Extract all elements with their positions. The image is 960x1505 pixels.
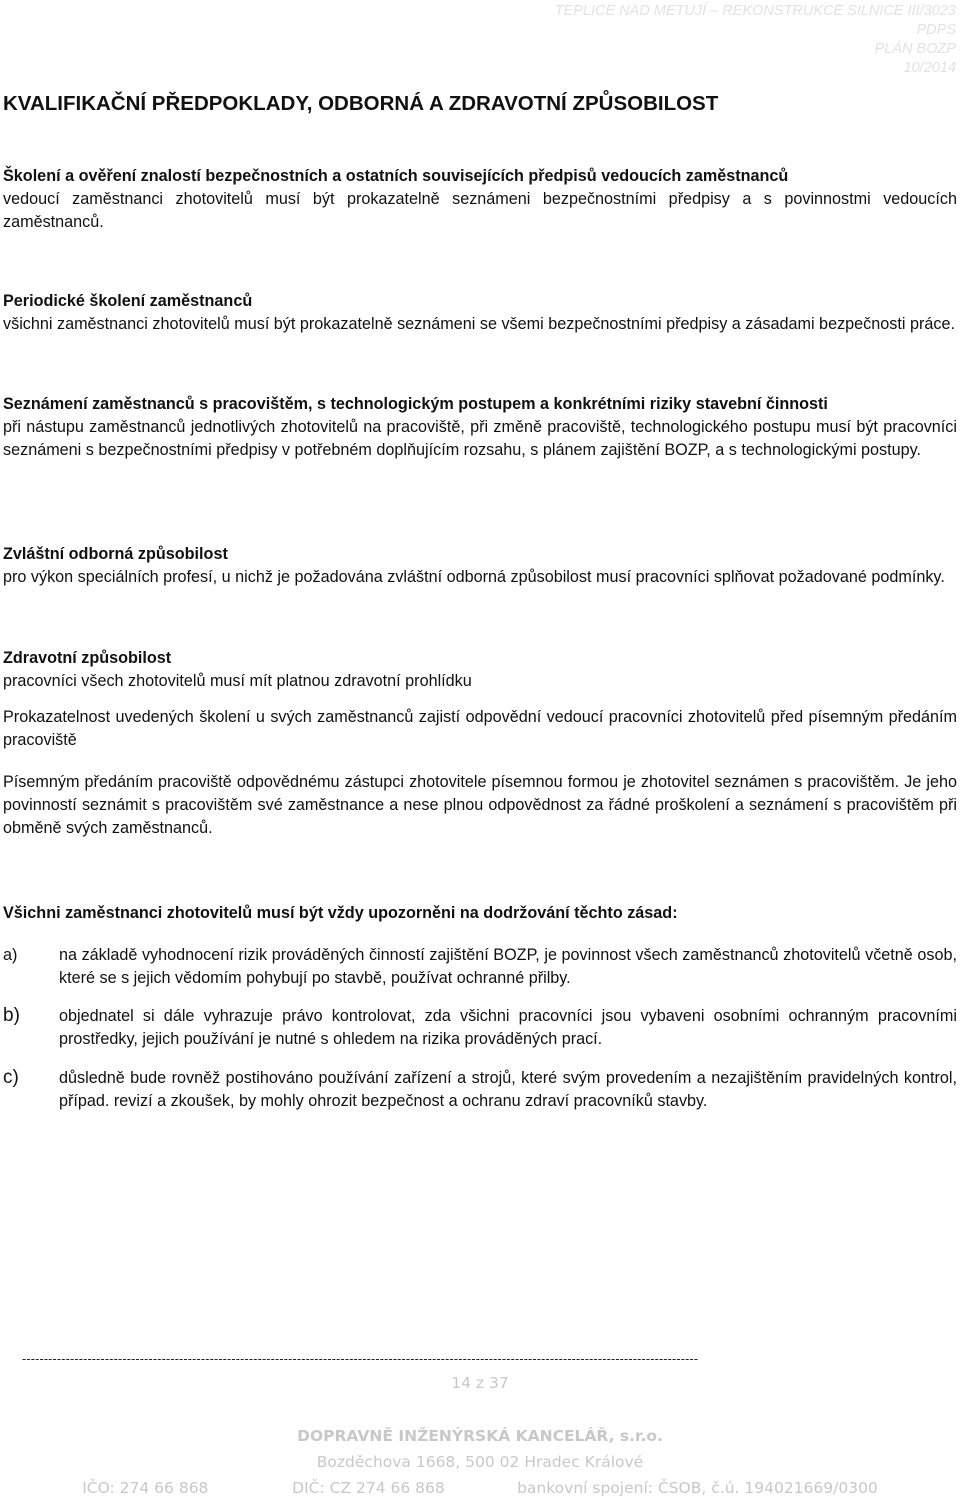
section-periodic-training [3,290,957,336]
list-item-text: na základě vyhodnocení rizik prováděných činností zajištění BOZP, je povinnost všech zaměstnanců zhotovitelů včetně osob, které se s jejich vědomím pohybují po stavbě, používat ochranné přilby. [59,946,957,987]
list-item [3,944,957,990]
list-item-text: důsledně bude rovněž postihováno používání zařízení a strojů, které svým provedením a nezajištěním pravidelných kontrol, případ. revizí a zkoušek, by mohly ohrozit bezpečnost a ochranu zdraví pracovníků stavby. [59,1069,957,1110]
page-title: KVALIFIKAČNÍ PŘEDPOKLADY, ODBORNÁ A ZDRAVOTNÍ ZPŮSOBILOST [3,92,719,115]
section-health-qualification [3,647,957,693]
paragraph-training-proof [3,706,957,752]
list-item-text: objednatel si dále vyhrazuje právo kontrolovat, zda všichni pracovníci jsou vybaveni osobními ochranným pracovními prostředky, jejich používání je nutné s ohledem na rizika prováděných prací. [59,1007,957,1048]
section-text: vedoucí zaměstnanci zhotovitelů musí být prokazatelně seznámeni bezpečnostními předpisy a s povinnostmi vedoucích zaměstnanců. [3,190,957,231]
section-special-qualification [3,543,957,589]
header-project: TEPLICE NAD METUJÍ – REKONSTRUKCE SILNICE III/3023 [554,3,956,19]
header-phase: PDPS [916,22,956,38]
section-heading: Seznámení zaměstnanců s pracovištěm, s technologickým postupem a konkrétními riziky stavební činnosti [3,395,828,413]
section-heading: Zvláštní odborná způsobilost [3,545,228,563]
paragraph-text: Prokazatelnost uvedených školení u svých zaměstnanců zajistí odpovědní vedoucí pracovníci zhotovitelů před písemným předáním pracoviště [3,708,957,749]
footer-company: DOPRAVNĚ INŽENÝRSKÁ KANCELÁŘ, s.r.o. [297,1427,663,1445]
footer-divider: ----------------------------------------------------------------------------------------------------------------------------------------------------------- [22,1352,699,1366]
footer-address: Bozděchova 1668, 500 02 Hradec Králové [316,1453,644,1471]
section-workplace-familiarization [3,393,957,462]
list-marker: a) [3,946,18,964]
header-date: 10/2014 [903,60,956,76]
list-item [3,1005,957,1051]
running-header [555,2,956,78]
rules-heading-text: Všichni zaměstnanci zhotovitelů musí být vždy upozorněni na dodržování těchto zásad: [3,904,678,922]
paragraph-text: Písemným předáním pracoviště odpovědnému zástupci zhotovitele písemnou formou je zhotovitel seznámen s pracovištěm. Je jeho povinností seznámit s pracovištěm své zaměstnance a nese plnou odpovědnost za řádné proškolení a seznámení s pracovištěm při obměně svých zaměstnanců. [3,773,957,837]
section-text: při nástupu zaměstnanců jednotlivých zhotovitelů na pracoviště, při změně pracoviště, technologického postupu musí být pracovníci seznámeni s bezpečnostními předpisy v potřebném doplňujícím rozsahu, s plánem zajištění BOZP, a s technologickými postupy. [3,418,957,459]
section-text: pracovníci všech zhotovitelů musí mít platnou zdravotní prohlídku [3,672,472,690]
paragraph-workplace-handover [3,771,957,840]
rules-heading [3,902,957,925]
section-management-training [3,165,957,234]
list-marker: b) [3,1005,20,1026]
footer-ico: IČO: 274 66 868 [82,1479,209,1497]
section-heading: Školení a ověření znalostí bezpečnostních a ostatních souvisejících předpisů vedoucích zaměstnanců [3,167,789,185]
list-item [3,1067,957,1113]
page-number: 14 z 37 [451,1374,509,1392]
section-text: všichni zaměstnanci zhotovitelů musí být prokazatelně seznámeni se všemi bezpečnostními předpisy a zásadami bezpečnosti práce. [3,315,955,333]
footer-registration [0,1479,960,1497]
section-heading: Zdravotní způsobilost [3,649,172,667]
footer-bank: bankovní spojení: ČSOB, č.ú. 194021669/0300 [517,1479,878,1497]
section-heading: Periodické školení zaměstnanců [3,292,253,310]
list-marker: c) [3,1067,19,1088]
section-text: pro výkon speciálních profesí, u nichž je požadována zvláštní odborná způsobilost musí pracovníci splňovat požadované podmínky. [3,568,945,586]
footer-dic: DIČ: CZ 274 66 868 [292,1479,445,1497]
header-plan: PLÁN BOZP [874,41,956,57]
